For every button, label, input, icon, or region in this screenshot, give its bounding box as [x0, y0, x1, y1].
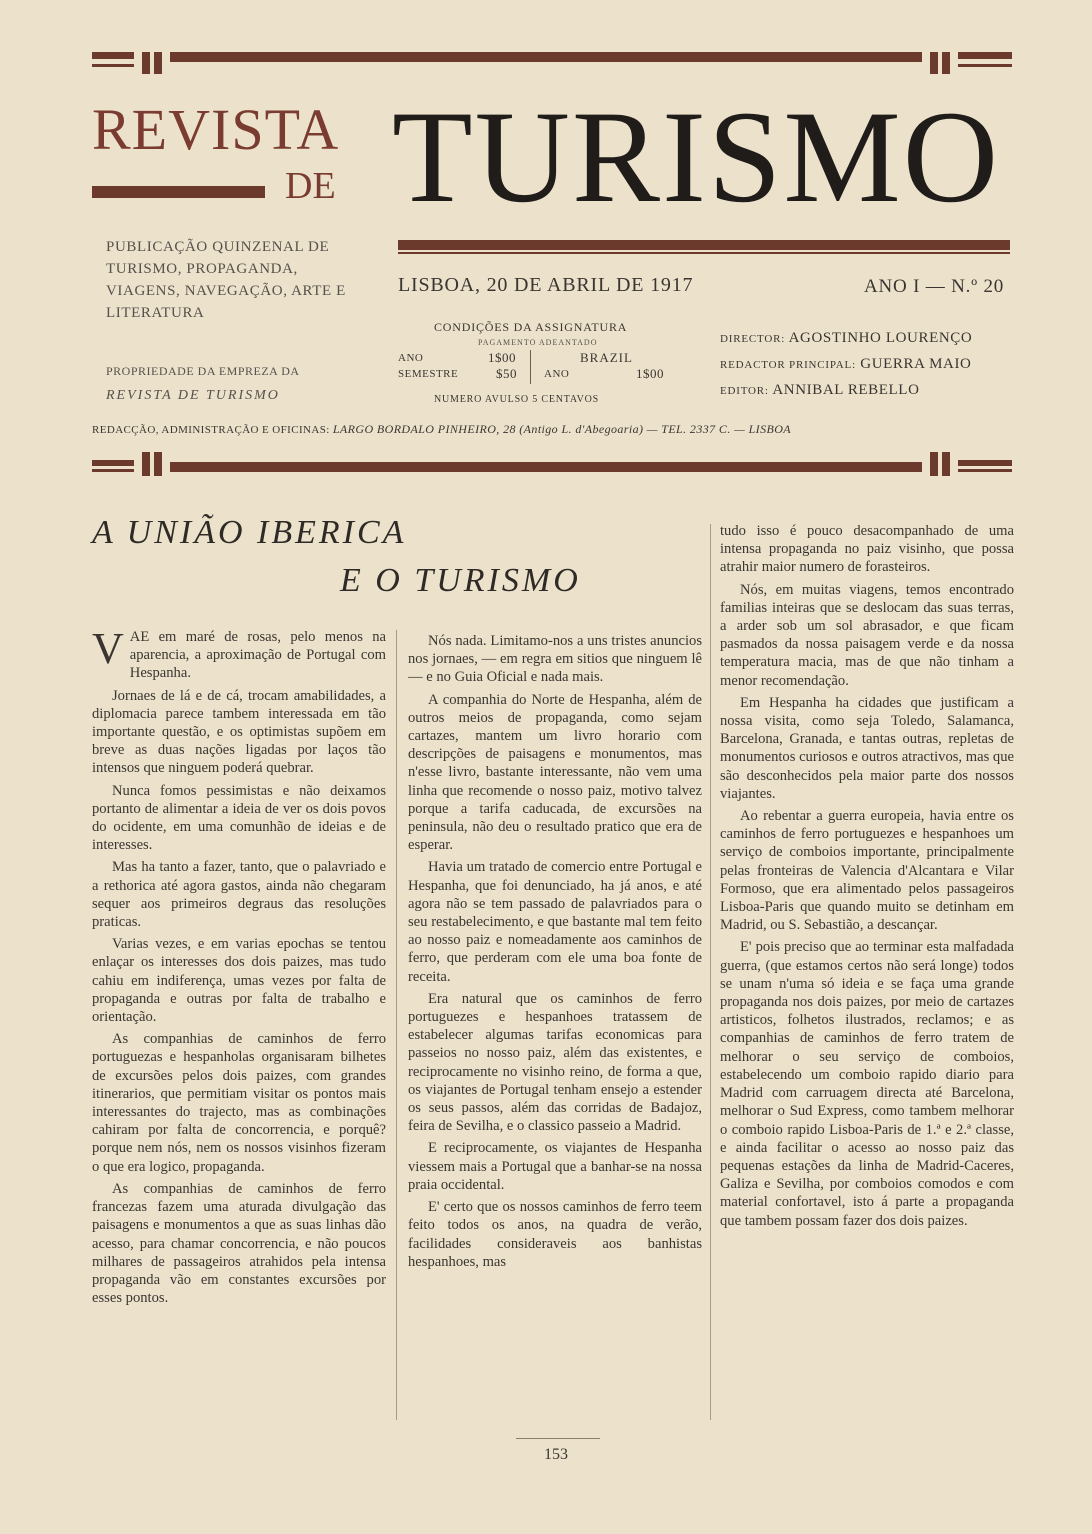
- subscription-subtitle: PAGAMENTO ADEANTADO: [478, 338, 598, 347]
- paragraph-text: Havia um tratado de comercio entre Portugal e Hespanha, que foi denunciado, ha já anos, e até agora não se tem passado de palavriados para o seu restabelecimento, e que bastante mal tem feito ao nosso paiz e nomeadamente aos caminhos de ferro, que perderam com ele uma boa fonte de receita.: [408, 859, 702, 985]
- staff-editor: [720, 382, 920, 399]
- subscription-semestre-label: SEMESTRE: [398, 368, 459, 380]
- article-paragraph: [92, 935, 386, 1026]
- publication-description: PUBLICAÇÃO QUINZENAL DE TURISMO, PROPAGANDA, VIAGENS, NAVEGAÇÃO, ARTE E LITERATURA: [106, 239, 346, 321]
- property-name: REVISTA DE TURISMO: [106, 388, 280, 403]
- article-paragraph: [92, 782, 386, 855]
- article-column-3: [720, 522, 1014, 1234]
- drop-cap: V: [92, 624, 124, 673]
- staff-director: [720, 330, 972, 347]
- subscription-title: CONDIÇÕES DA ASSIGNATURA: [434, 320, 628, 334]
- paragraph-text: E' pois preciso que ao terminar esta malfadada guerra, (que estamos certos não será longe) todos se unam n'uma só ideia e se faça uma grande propaganda nos dois paizes, por meio de cartazes artisticos, folhetos ilustrados, reclamos; e as companhias de caminhos de ferro tratem de melhorar o seu serviço de comboios, estabelecendo um comboio rapido diario para Madrid com carruagem directa até Barcelona, melhorar o Sud Express, como tambem melhorar o comboio rapido Lisboa-Paris de 1.ª e 2.ª classe, e ainda facilitar o acesso ao nosso paiz das pequenas estações da linha de Madrid-Caceres, Galiza e Sevilha, por comboios comodos e com material confortavel, isto á parte a propaganda que tambem possam fazer dos dois paizes.: [720, 939, 1014, 1229]
- paragraph-text: E' certo que os nossos caminhos de ferro teem feito todos os anos, na quadra de verão, facilidades consideraveis aos banhistas hespanhoes, mas: [408, 1199, 702, 1270]
- subscription-ano-label: ANO: [398, 352, 424, 364]
- article-paragraph: [408, 990, 702, 1136]
- address-label: REDACÇÃO, ADMINISTRAÇÃO E OFICINAS:: [92, 424, 330, 436]
- article-paragraph: [720, 938, 1014, 1229]
- article-paragraph: [720, 522, 1014, 577]
- editor-name: ANNIBAL REBELLO: [772, 382, 920, 398]
- page-number: 153: [544, 1446, 568, 1463]
- director-name: AGOSTINHO LOURENÇO: [788, 330, 973, 346]
- paragraph-text: AE em maré de rosas, pelo menos na aparencia, a aproximação de Portugal com Hespanha.: [129, 629, 386, 682]
- subscription-single-copy: NUMERO AVULSO 5 CENTAVOS: [434, 394, 599, 405]
- paragraph-text: Era natural que os caminhos de ferro portuguezes e hespanhoes tratassem de estabelecer algumas tarifas economicas para passeios no nosso paiz, além das existentes, e reciprocamente no visinho reino, de forma a que, os viajantes de Portugal tenham ensejo a estender os seus passos, além das corridas de Badajoz, feira de Sevilha, e o classico passeio a Madrid.: [408, 990, 702, 1135]
- bottom-ornamental-rule: [92, 452, 1012, 474]
- paragraph-text: Em Hespanha ha cidades que justificam a nossa visita, como seja Toledo, Salamanca, Barcelona, Granada, e tantas outras, repletas de monumentos curiosos e outros atractivos, mas que são desconhecidos pela maior parte dos nossos viajantes.: [720, 694, 1014, 802]
- top-ornamental-rule: [92, 52, 1012, 74]
- masthead-de-rule: [92, 186, 265, 198]
- subscription-brazil-ano-label: ANO: [544, 368, 570, 380]
- column-divider-1: [396, 630, 397, 1420]
- article-paragraph: [408, 1198, 702, 1271]
- article-title-line1: A UNIÃO IBERICA: [92, 514, 407, 551]
- article-title-line2: E O TURISMO: [340, 562, 581, 599]
- address-line: [92, 422, 1012, 437]
- subscription-ano-value: 1$00: [488, 350, 516, 365]
- address-value: LARGO BORDALO PINHEIRO, 28 (Antigo L. d'Abegoaria) — TEL. 2337 C. — LISBOA: [332, 422, 791, 436]
- redactor-role: REDACTOR PRINCIPAL:: [720, 359, 856, 371]
- article-paragraph: [408, 1139, 702, 1194]
- article-paragraph: [408, 632, 702, 687]
- subscription-semestre-value: $50: [496, 366, 517, 381]
- article-paragraph: [92, 624, 386, 683]
- masthead-revista: REVISTA: [92, 97, 340, 162]
- article-column-2: [408, 632, 702, 1275]
- paragraph-text: Nós, em muitas viagens, temos encontrado familias inteiras que se deslocam das suas terras, a arder sob um sol abrasador, e que ficam pasmados da nossa paisagem verde e da nossa temperatura macia, mas de que não tinham a menor recomendação.: [720, 581, 1014, 689]
- paragraph-text: As companhias de caminhos de ferro portuguezas e hespanholas organisaram bilhetes de excursões pelos dois paizes, com grandes itinerarios, que permitiam visitar os pontos mais interessantes do trajecto, mas as combinações cahiram por falta de concorrencia, e porquê? porque nem nós, nem os nossos visinhos fizeram o que era logico, propaganda.: [92, 1031, 386, 1175]
- article-paragraph: [720, 694, 1014, 803]
- article-paragraph: [408, 858, 702, 985]
- page-number-rule: [516, 1438, 600, 1439]
- article-column-1: [92, 624, 386, 1311]
- paragraph-text: Ao rebentar a guerra europeia, havia entre os caminhos de ferro portuguezes e hespanhoes um serviço de comboios importante, principalmente pelas fronteiras de Valencia d'Alcantara e Vilar Formoso, que era alimentado pelos passageiros Lisboa-Paris que quando muito se detinham em Madrid, ou S. Sebastião, a descançar.: [720, 808, 1014, 934]
- masthead-de: DE: [285, 165, 336, 207]
- paragraph-text: A companhia do Norte de Hespanha, além de outros meios de propaganda, como sejam cartazes, mantem um livro horario com descripções de paisagens e monumentos, mas n'esse livro, bastante interessante, não vem uma linha que recomende o nosso paiz, motivo talvez porque a tarifa caducada, de excursões na peninsula, não deu o resultado pratico que era de esperar.: [408, 691, 702, 854]
- paragraph-text: Jornaes de lá e de cá, trocam amabilidades, a diplomacia parece tambem interessada em tão importante questão, e os optimistas supõem em breve as duas nações ligadas por laços tão intensos que ninguem poderá quebrar.: [92, 687, 386, 777]
- property-label: PROPRIEDADE DA EMPREZA DA: [106, 364, 300, 378]
- masthead-turismo: TURISMO: [392, 83, 1001, 230]
- article-paragraph: [720, 807, 1014, 934]
- paragraph-text: Nunca fomos pessimistas e não deixamos portanto de alimentar a ideia de ver os dois povos do ocidente, em uma comunhão de ideias e de interesses.: [92, 782, 386, 854]
- article-paragraph: [720, 581, 1014, 690]
- paragraph-text: Mas ha tanto a fazer, tanto, que o palavriado e a rethorica até agora gastos, ainda não chegaram sequer aos primeiros degraus das resoluções praticas.: [92, 859, 386, 931]
- redactor-name: GUERRA MAIO: [860, 356, 972, 372]
- subscription-brazil-ano-value: 1$00: [636, 366, 664, 381]
- paragraph-text: E reciprocamente, os viajantes de Hespanha viessem mais a Portugal que a banhar-se na nossa praia occidental.: [408, 1140, 702, 1193]
- article-paragraph: [408, 691, 702, 855]
- article-paragraph: [92, 687, 386, 778]
- editor-role: EDITOR:: [720, 385, 769, 397]
- article-paragraph: [92, 858, 386, 931]
- paragraph-text: As companhias de caminhos de ferro francezas fazem uma aturada divulgação das paisagens e monumentos a que as suas linhas dão acesso, para chamar concorrencia, e não poucos milhares de passageiros atrahidos pela intensa propaganda vão em constantes excursões por esses pontos.: [92, 1180, 386, 1307]
- paragraph-text: tudo isso é pouco desacompanhado de uma intensa propaganda no paiz visinho, que possa atrahir maior numero de forasteiros.: [720, 523, 1014, 576]
- masthead-underline: [398, 240, 1010, 254]
- column-divider-2: [710, 524, 711, 1420]
- paragraph-text: Varias vezes, e em varias epochas se tentou enlaçar os interesses dos dois paizes, mas tudo cahiu em indiferença, umas vezes por falta de propaganda e outras por falta de trabalho e orientação.: [92, 936, 386, 1026]
- article-paragraph: [92, 1180, 386, 1307]
- article-paragraph: [92, 1030, 386, 1176]
- issue-number: ANO I — N.º 20: [864, 276, 1005, 297]
- dateline: LISBOA, 20 DE ABRIL DE 1917: [398, 274, 694, 296]
- subscription-divider: [530, 350, 531, 384]
- director-role: DIRECTOR:: [720, 333, 786, 345]
- paragraph-text: Nós nada. Limitamo-nos a uns tristes anuncios nos jornaes, — em regra em sitios que ninguem lê — e no Guia Oficial e nada mais.: [408, 633, 702, 686]
- staff-redactor: [720, 356, 971, 373]
- subscription-brazil-label: BRAZIL: [580, 350, 633, 365]
